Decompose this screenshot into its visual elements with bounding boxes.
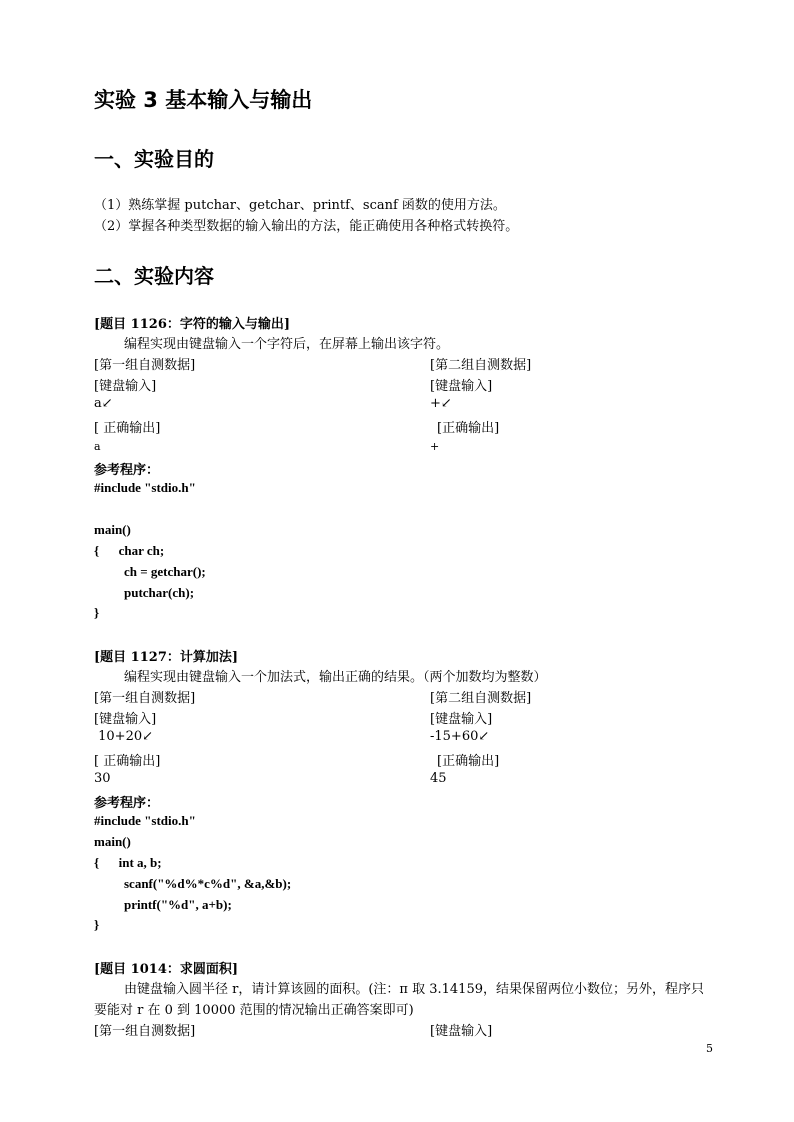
document-title: 实验 3 基本输入与输出 <box>94 88 313 112</box>
p1127-right-group-label: [第二组自测数据] <box>430 691 532 706</box>
p1127-right-input-label: [键盘输入] <box>430 712 493 727</box>
p1126-code-line-3: main() <box>94 522 131 537</box>
problem-1014-description-line-2: 要能对 r 在 0 到 10000 范围的情况输出正确答案即可) <box>94 1003 414 1018</box>
p1127-left-input-label: [键盘输入] <box>94 712 157 727</box>
section-heading-objectives: 一、实验目的 <box>94 147 214 171</box>
problem-1127-header: [题目 1127：计算加法] <box>94 650 239 665</box>
p1126-right-group-label: [第二组自测数据] <box>430 358 532 373</box>
p1127-code-line-5: printf("%d", a+b); <box>124 897 232 912</box>
problem-1126-description: 编程实现由键盘输入一个字符后，在屏幕上输出该字符。 <box>124 337 450 352</box>
problem-1014-header: [题目 1014：求圆面积] <box>94 962 239 977</box>
p1126-code-line-6: putchar(ch); <box>124 585 195 600</box>
objective-item-2: （2）掌握各种类型数据的输入输出的方法，能正确使用各种格式转换符。 <box>94 219 519 234</box>
p1127-right-input: -15+60↙ <box>430 729 490 744</box>
p1126-code-line-5: ch = getchar(); <box>124 564 206 579</box>
p1127-right-output-label: [正确输出] <box>437 754 500 769</box>
p1126-right-input-label: [键盘输入] <box>430 379 493 394</box>
p1126-left-input-label: [键盘输入] <box>94 379 157 394</box>
p1126-code-line-7: } <box>94 605 100 620</box>
p1126-code-line-1: #include "stdio.h" <box>94 480 196 495</box>
p1126-left-output-label: [ 正确输出] <box>94 421 161 436</box>
p1127-right-output: 45 <box>430 771 447 786</box>
p1126-right-input: +↙ <box>430 396 452 411</box>
p1127-code-line-1: #include "stdio.h" <box>94 813 196 828</box>
p1126-reference-label: 参考程序： <box>94 463 160 478</box>
p1126-left-output: a <box>94 440 101 453</box>
page-number: 5 <box>706 1042 713 1055</box>
p1014-right-input-label: [键盘输入] <box>430 1024 493 1039</box>
p1127-code-line-4: scanf("%d%*c%d", &a,&b); <box>124 876 292 891</box>
p1127-left-output: 30 <box>94 771 111 786</box>
p1127-code-line-2: main() <box>94 834 131 849</box>
section-heading-contents: 二、实验内容 <box>94 264 214 288</box>
p1126-left-group-label: [第一组自测数据] <box>94 358 196 373</box>
p1014-left-group-label: [第一组自测数据] <box>94 1024 196 1039</box>
p1127-left-group-label: [第一组自测数据] <box>94 691 196 706</box>
p1126-left-input: a↙ <box>94 396 113 411</box>
p1126-right-output: + <box>430 440 440 453</box>
problem-1014-description-line-1: 由键盘输入圆半径 r，请计算该圆的面积。(注：π 取 3.14159，结果保留两位小数位；另外，程序只 <box>124 982 704 997</box>
problem-1127-description: 编程实现由键盘输入一个加法式，输出正确的结果。（两个加数均为整数） <box>124 670 547 685</box>
p1127-left-output-label: [ 正确输出] <box>94 754 161 769</box>
p1127-code-line-6: } <box>94 917 100 932</box>
p1127-code-line-3: { int a, b; <box>94 855 162 870</box>
p1127-reference-label: 参考程序： <box>94 796 160 811</box>
problem-1126-header: [题目 1126：字符的输入与输出] <box>94 317 291 332</box>
p1126-right-output-label: [正确输出] <box>437 421 500 436</box>
p1127-left-input: 10+20↙ <box>94 729 154 744</box>
objective-item-1: （1）熟练掌握 putchar、getchar、printf、scanf 函数的使用方法。 <box>94 198 506 213</box>
p1126-code-line-4: { char ch; <box>94 543 165 558</box>
